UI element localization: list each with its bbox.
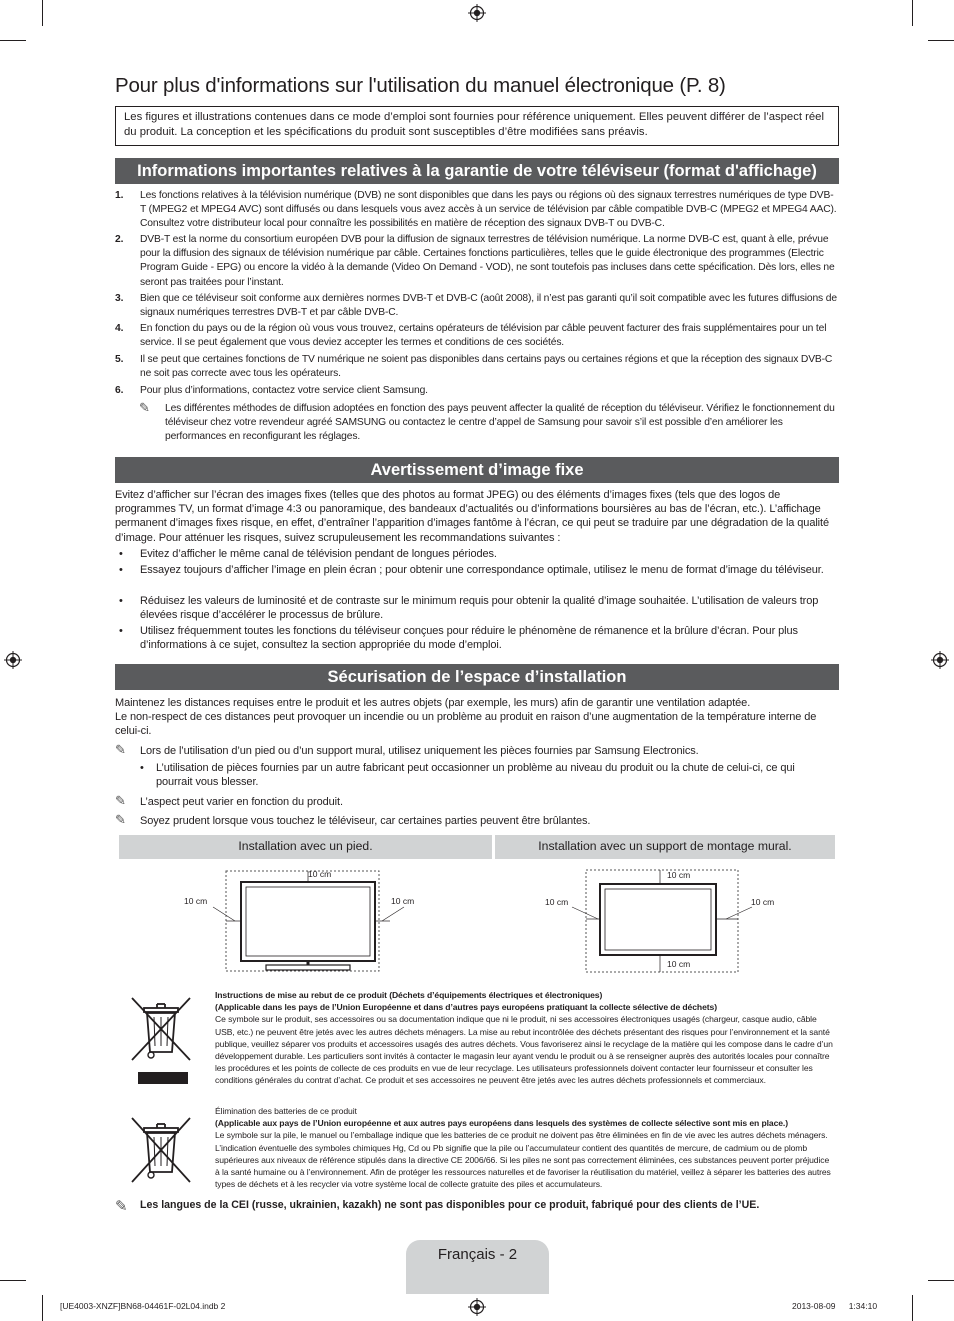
list-text: Pour plus d’informations, contactez votre service client Samsung.	[140, 385, 428, 396]
crop-mark	[42, 0, 43, 26]
bullet-text: Utilisez fréquemment toutes les fonctions du téléviseur conçues pour réduire le phénomène de rémanence et la brûlure d’écran. Pour plus d’informations à ce sujet, consultez la section appropriée du mode d’emploi.	[140, 625, 798, 652]
list-number: 6.	[115, 385, 124, 396]
crossed-bin-icon	[130, 994, 194, 1088]
installation-note-3: Soyez prudent lorsque vous touchez le téléviseur, car certaines parties peuvent être brûlantes.	[140, 815, 591, 827]
crossed-battery-bin-icon	[130, 1116, 194, 1188]
weee-block	[215, 989, 835, 1087]
page-title: Pour plus d'informations sur l'utilisation du manuel électronique (P. 8)	[115, 74, 726, 97]
footer-file: [UE4003-XNZF]BN68-04461F-02L04.indb 2	[60, 1301, 226, 1311]
list-number: 5.	[115, 354, 124, 365]
list-text: En fonction du pays ou de la région où vous vous trouvez, certains opérateurs de télévision par câble peuvent facturer des frais supplémentaires pour un tel service. Il se peut également que vous deviez accepter les termes et conditions de ces sociétés.	[140, 323, 827, 349]
section-header-still-image: Avertissement d’image fixe	[115, 457, 839, 483]
installation-note-1-bullet: L’utilisation de pièces fournies par un autre fabricant peut occasionner un problème au niveau du produit ou la chute de celui-ci, ce qui pourrait vous blesser.	[156, 762, 795, 789]
crop-mark	[928, 1280, 954, 1281]
battery-block	[215, 1105, 835, 1190]
tv-stand-diagram	[180, 865, 430, 975]
cei-note: Les langues de la CEI (russe, ukrainien, kazakh) ne sont pas disponibles pour ce produit, fabriqué pour des clients de l’UE.	[140, 1199, 760, 1211]
crop-mark	[912, 1295, 913, 1321]
crop-mark	[912, 0, 913, 26]
intro-note-text: Les figures et illustrations contenues dans ce mode d’emploi sont fournies pour référence uniquement. Elles peuvent différer de l’aspect réel du produit. La conception et les spécifications du produit sont susceptibles d’être modifiées sans préavis.	[124, 111, 824, 138]
still-image-bullets: • Evitez d’afficher le même canal de télévision pendant de longues périodes. • Essayez toujours d’afficher l’image en plein écran ; pour obtenir une correspondance optimale, utilisez le menu de format d’image du téléviseur. • Réduisez les valeurs de luminosité et de contraste sur le minimum requis pour obtenir la qualité d’image souhaitée. L’utilisation de valeurs trop élevées risque d’accélérer le processus de brûlure. • Utilisez fréquemment toutes les fonctions du téléviseur conçues pour réduire le phénomène de rémanence et la brûlure d’écran. Pour plus d’informations à ce sujet, consultez la section appropriée du mode d’emploi.	[115, 547, 839, 657]
intro-note-box	[115, 106, 839, 146]
installation-intro-2: Le non-respect de ces distances peut provoquer un incendie ou un problème au produit en raison d’une augmentation de la température interne de celui-ci.	[115, 711, 817, 738]
broadcast-note: Les différentes méthodes de diffusion adoptées en fonction des pays peuvent affecter la qualité de réception du téléviseur. Vérifiez le fonctionnement du téléviseur chez votre revendeur agréé SAMSUNG ou contactez le centre d’appel de Samsung pour savoir s’il est possible d’en améliorer les performances en reconfigurant les réglages.	[165, 403, 835, 443]
list-number: 3.	[115, 293, 124, 304]
weee-title: Instructions de mise au rebut de ce produit (Déchets d’équipements électriques et électroniques)	[215, 990, 603, 1000]
bullet-text: Evitez d’afficher le même canal de télévision pendant de longues périodes.	[140, 548, 497, 560]
distance-label: 10 cm	[667, 870, 691, 880]
registration-mark	[468, 4, 486, 22]
distance-label: 10 cm	[667, 959, 691, 969]
registration-mark	[931, 651, 949, 669]
list-text: Les fonctions relatives à la télévision numérique (DVB) ne sont disponibles que dans les pays ou régions où des signaux terrestres numériques de type DVB-T (MPEG2 et MPEG4 AVC) sont diffusés ou dans lesquels vous avez accès à un service de télévision par câble compatible DVB-C (MPEG2 et MPEG4 AAC). Consultez votre distributeur local pour connaître les possibilités en matière de réception des signaux DVB-T ou DVB-C.	[140, 190, 837, 230]
pen-note-icon: ✎	[115, 812, 126, 827]
still-image-intro: Evitez d’afficher sur l’écran des images fixes (telles que des photos au format JPEG) ou des éléments d’images fixes (tels que des logos de programmes TV, un format d’image 4:3 ou panoramique, des bandeaux d’actualités ou d’informations boursières au bas de l’écran, etc.). L’affichage permanent d’images fixes risque, en effet, d’entraîner l’apparition d’images fantôme à l’écran, ce qui peut se traduire par une dégradation de la qualité d’image. Pour atténuer les risques, suivez scrupuleusement les recommandations suivantes :	[115, 489, 829, 544]
pen-note-icon: ✎	[115, 793, 126, 808]
bullet-text: Réduisez les valeurs de luminosité et de contraste sur le minimum requis pour obtenir la qualité d’image souhaitée. L’utilisation de valeurs trop élevées risque d’accélérer le processus de brûlure.	[140, 595, 819, 622]
list-number: 4.	[115, 323, 124, 334]
list-text: DVB-T est la norme du consortium européen DVB pour la diffusion de signaux terrestres de télévision numérique. La norme DVB-C est, quant à elle, prévue pour la diffusion des signaux de télévision numérique par câble. Certaines fonctions particulières, telles que le guide électronique des programmes (Electric Program Guide - EPG) ou encore la vidéo à la demande (Video On Demand - VOD), ne sont toutefois pas incluses dans cette spécification. Dès lors, elles ne seront pas traitées pour l’instant.	[140, 234, 835, 288]
installation-note-2: L’aspect peut varier en fonction du produit.	[140, 796, 343, 808]
battery-title: Élimination des batteries de ce produit	[215, 1106, 357, 1116]
distance-label: 10 cm	[391, 896, 415, 906]
page-number: Français - 2	[437, 1246, 518, 1263]
section-header-installation: Sécurisation de l’espace d’installation	[115, 664, 839, 690]
distance-label: 10 cm	[308, 869, 332, 879]
distance-label: 10 cm	[751, 897, 775, 907]
crop-mark	[0, 40, 26, 41]
crop-mark	[42, 1295, 43, 1321]
pen-note-icon: ✎	[115, 1198, 128, 1215]
list-number: 1.	[115, 190, 124, 201]
footer-date: 2013-08-09 1:34:10	[792, 1301, 878, 1311]
list-text: Bien que ce téléviseur soit conforme aux dernières normes DVB-T et DVB-C (août 2008), il n’est pas garanti qu’il soit compatible avec les futures diffusions de signaux numériques terrestres DVB-T et par câble DVB-C.	[140, 293, 837, 319]
col-header-stand: Installation avec un pied.	[119, 835, 492, 859]
battery-subtitle: (Applicable aux pays de l’Union européenne et aux autres pays européens dans lesquels des systèmes de collecte sélective sont mis en place.)	[215, 1118, 788, 1129]
pen-note-icon: ✎	[139, 400, 150, 415]
pen-note-icon: ✎	[115, 742, 126, 757]
battery-body: Le symbole sur la pile, le manuel ou l’emballage indique que les batteries de ce produit ne doivent pas être éliminées en fin de vie avec les autres déchets ménagers. L’indication éventuelle des symboles chimiques Hg, Cd ou Pb signifie que la pile ou l’accumulateur contient des quantités de mercure, de cadmium ou de plomb supérieures aux niveaux de référence stipulés dans la directive CE 2006/66. Si les piles ne sont pas correctement éliminées, ces substances peuvent porter préjudice à la santé humaine ou à l’environnement. Afin de protéger les ressources naturelles et de favoriser la réutilisation du matériel, veillez à séparer les batteries des autres types de déchets et à les recycler via votre système local de collecte gratuite des piles et accumulateurs.	[215, 1130, 831, 1190]
registration-mark	[468, 1298, 486, 1316]
crop-mark	[0, 1280, 26, 1281]
weee-body: Ce symbole sur le produit, ses accessoires ou sa documentation indique que ni le produit, ni ses accessoires électroniques usagés (chargeur, casque audio, câble USB, etc.) ne peuvent être jetés avec les autres déchets ménagers. La mise au rebut incontrôlée des déchets présentant des risques pour l’environnement et la santé publique, veuillez séparer vos produits et accessoires usagés des autres déchets. Vous favoriserez ainsi le recyclage de la matière qui les compose dans le cadre d’un développement durable. Les particuliers sont invités à contacter le magasin leur ayant vendu le produit ou à se renseigner auprès des autorités locales pour connaître les procédures et les points de collecte de ces produits en vue de leur recyclage. Les utilisateurs professionnels doivent contacter leur fournisseur et consulter les conditions générales du contrat d’achat. Ce produit et ses accessoires ne peuvent être jetés avec les autres déchets professionnels et commerciaux.	[215, 1014, 833, 1086]
warranty-list	[115, 189, 839, 454]
installation-intro-1: Maintenez les distances requises entre le produit et les autres objets (par exemple, les murs) afin de garantir une ventilation adaptée.	[115, 697, 751, 709]
page-number-tab	[406, 1240, 549, 1294]
list-text: Il se peut que certaines fonctions de TV numérique ne soient pas disponibles dans certains pays ou certaines régions et que la réception des signaux DVB-C ne soit pas correcte avec tous les opérateurs.	[140, 354, 833, 380]
bullet-text: Essayez toujours d’afficher l’image en plein écran ; pour obtenir une correspondance optimale, utilisez le menu de format d’image du téléviseur.	[140, 564, 824, 576]
list-number: 2.	[115, 234, 124, 245]
weee-subtitle: (Applicable dans les pays de l’Union Européenne et dans d’autres pays européens pratiquant la collecte sélective de déchets)	[215, 1002, 717, 1013]
registration-mark	[4, 651, 22, 669]
tv-wall-diagram	[540, 865, 790, 977]
crop-mark	[928, 40, 954, 41]
col-header-wall: Installation avec un support de montage mural.	[495, 835, 835, 859]
distance-label: 10 cm	[184, 896, 208, 906]
installation-note-1: Lors de l’utilisation d’un pied ou d’un support mural, utilisez uniquement les pièces fournies par Samsung Electronics.	[140, 745, 699, 757]
distance-label: 10 cm	[545, 897, 569, 907]
section-header-warranty: Informations importantes relatives à la garantie de votre téléviseur (format d'affichage)	[115, 158, 839, 184]
